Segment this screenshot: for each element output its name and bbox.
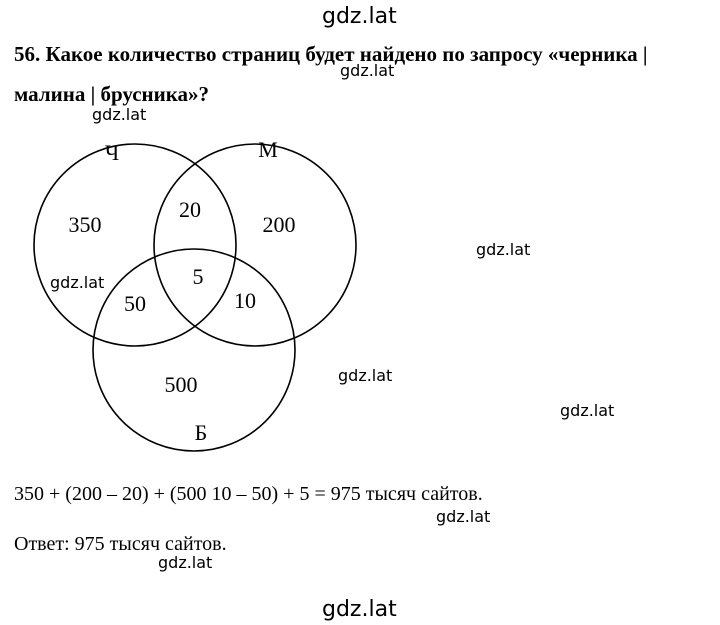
value-only-b: 500 <box>164 372 198 397</box>
value-ch-b: 50 <box>124 291 146 316</box>
watermark-bottom: gdz.lat <box>322 597 397 622</box>
label-b: Б <box>194 420 208 445</box>
watermark-after-formula: gdz.lat <box>436 507 491 526</box>
question-line-1: 56. Какое количество страниц будет найдено по запросу «черника | <box>14 42 648 66</box>
question-line-2: малина | брусника»? <box>14 82 210 106</box>
solution-answer: Ответ: 975 тысяч сайтов. <box>14 533 227 555</box>
value-only-m: 200 <box>262 212 296 237</box>
watermark-top: gdz.lat <box>322 4 397 29</box>
watermark-right-middle: gdz.lat <box>338 366 393 385</box>
value-only-ch: 350 <box>68 212 102 237</box>
watermark-right-lower: gdz.lat <box>560 401 615 420</box>
solution-formula: 350 + (200 – 20) + (500 10 – 50) + 5 = 975 тысяч сайтов. <box>14 483 483 505</box>
watermark-above-diagram: gdz.lat <box>92 105 147 124</box>
watermark-after-answer: gdz.lat <box>158 553 213 572</box>
circle-m <box>154 144 356 346</box>
watermark-under-question: gdz.lat <box>340 61 395 80</box>
value-m-b: 10 <box>234 288 256 313</box>
value-all-three: 5 <box>192 264 204 289</box>
label-ch: Ч <box>104 140 120 165</box>
value-ch-m: 20 <box>179 197 201 222</box>
watermark-left-diagram: gdz.lat <box>50 273 105 292</box>
watermark-right-upper: gdz.lat <box>476 240 531 259</box>
label-m: М <box>258 137 278 162</box>
